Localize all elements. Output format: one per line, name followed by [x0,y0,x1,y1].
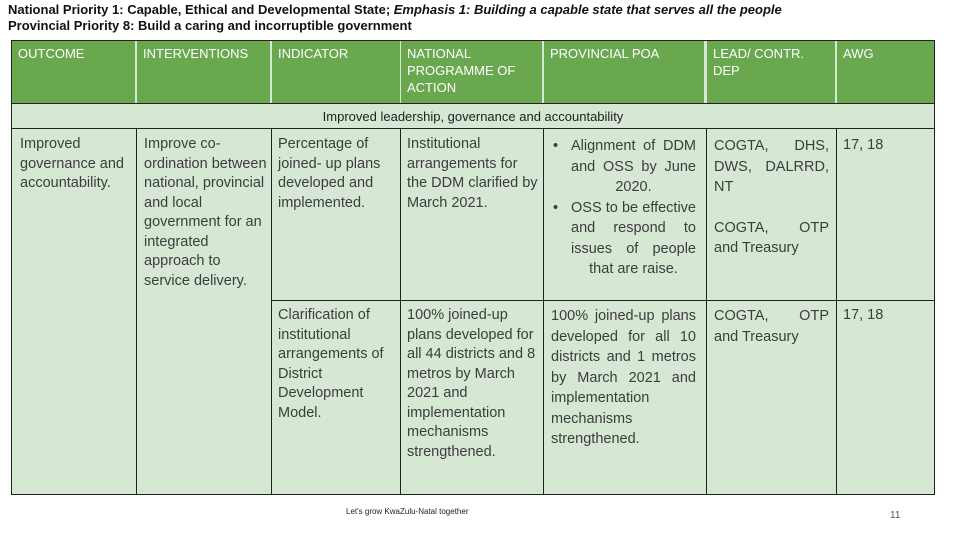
outcome-cell: Improved governance and accountability. [20,136,124,191]
indicator-cell-1: Percentage of joined- up plans developed and implemented. [278,136,381,211]
grid-line [136,129,137,494]
national-priority-line [8,2,948,18]
section-banner: Improved leadership, governance and accountability [12,103,934,129]
col-header-provincial-poa: PROVINCIAL POA [544,41,704,103]
col-header-outcome: OUTCOME [12,41,135,103]
footer-tagline: Let's grow KwaZulu-Natal together [346,507,469,516]
slide-header [8,2,948,34]
grid-line [400,129,401,494]
grid-line [706,129,707,494]
lead-group: COGTA, DHS, DWS, DALRRD, NT [714,138,829,195]
grid-line [543,129,544,494]
col-header-interventions: INTERVENTIONS [137,41,270,103]
awg-cell-2: 17, 18 [843,307,884,323]
indicator-cell-2: Clarification of institutional arrangements of District Development Model. [278,307,384,421]
awg-cell-1: 17, 18 [843,137,884,153]
npoa-cell-1: Institutional arrangements for the DDM clarified by March 2021. [407,136,538,211]
ppoa-cell-2: 100% joined-up plans developed for all 10 districts and 1 metros by March 2021 and implementation mechanisms strengthened. [551,308,696,447]
ppoa-bullet-item: • Alignment of DDM and OSS by June 2020. [551,136,696,198]
lead-group: COGTA, OTP and Treasury [714,219,829,256]
col-header-indicator: INDICATOR [272,41,400,103]
grid-line [271,129,272,494]
npoa-cell-2: 100% joined-up plans developed for all 44 districts and 8 metros by March 2021 and implementation mechanisms strengthened. [407,307,536,460]
emphasis-text: Emphasis 1: Building a capable state that serves all the people [393,2,782,17]
provincial-priority-line: Provincial Priority 8: Build a caring and incorruptible government [8,18,412,33]
col-header-lead: LEAD/ CONTR. DEP [707,41,835,103]
national-priority-text: National Priority 1: Capable, Ethical and Developmental State; [8,2,394,17]
page-number: 11 [890,510,901,521]
ppoa-bullet-item: • OSS to be effective and respond to issues of people that are raise. [551,198,696,280]
grid-line [836,129,837,494]
col-header-national-programme: NATIONAL PROGRAMME OF ACTION [401,41,542,103]
intervention-cell: Improve co-ordination between national, provincial and local government for an integrated approach to service delivery. [144,136,267,289]
row-divider [271,300,934,301]
ppoa-cell-1 [551,136,696,280]
lead-cell-1 [714,136,829,259]
ppoa-bullet-list [551,136,696,280]
lead-cell-2: COGTA, OTP and Treasury [714,308,829,345]
priority-table [11,40,935,495]
col-header-awg: AWG [837,41,934,103]
